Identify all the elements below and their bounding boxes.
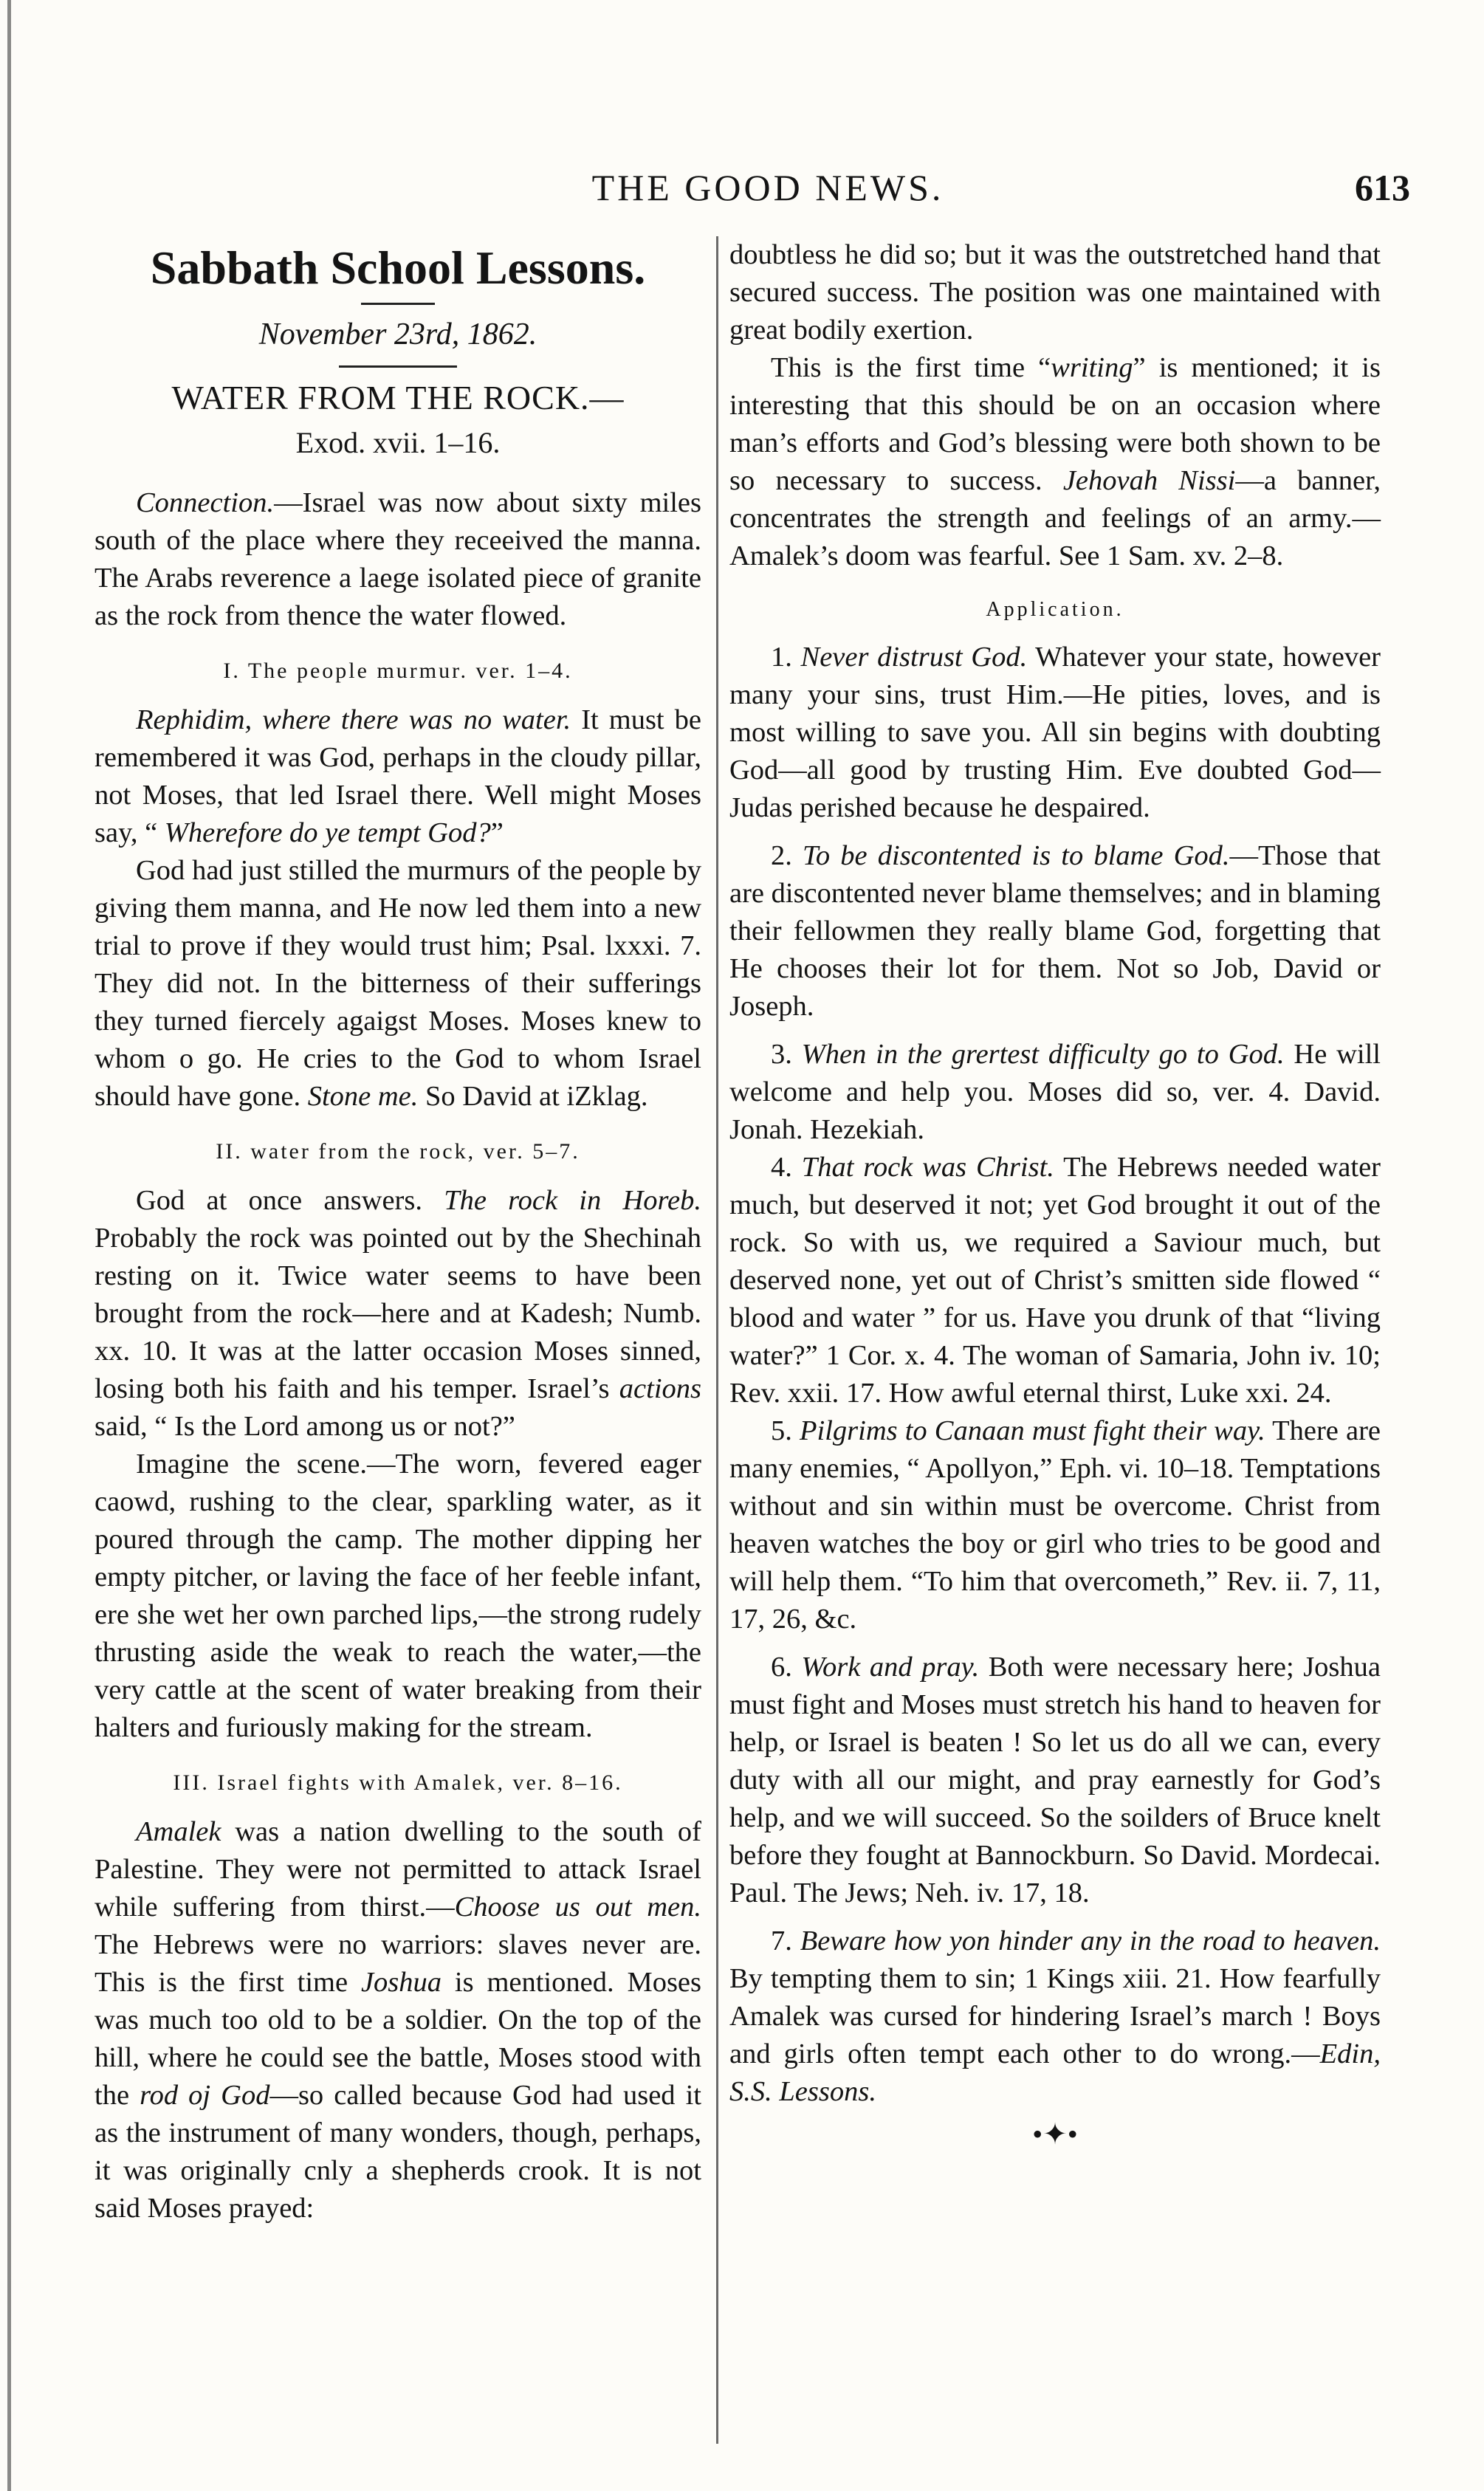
continuation-paragraph-1: doubtless he did so; but it was the outstretched hand that secured success. The position was one maintained with great bodily exertion. [729,239,1381,346]
section2-paragraph-2: Imagine the scene.—The worn, fevered eager caowd, rushing to the clear, sparkling water, as it poured through the camp. The mother dipping her empty pitcher, or laving the face of her feeble infant, ere she wet her own parched lips,—the strong rudely thrusting aside the weak to reach the water,—the very cattle at the scent of water breaking from their halters and furiously making for the stream. [95,1449,701,1743]
lesson-subject: WATER FROM THE ROCK.— [171,379,625,416]
connection-paragraph: Connection.—Israel was now about sixty miles south of the place where they receeived the manna. The Arabs reverence a laege isolated piece of granite as the rock from thence the water flowed. [95,487,701,631]
section1-paragraph-1: Rephidim, where there was no water. It must be remembered it was God, perhaps in the cloudy pillar, not Moses, that led Israel there. Well might Moses say, “ Wherefore do ye tempt God?” [95,704,701,848]
section-heading-2: II. water from the rock, ver. 5–7. [216,1139,580,1164]
application-item: 1. Never distrust God. Whatever your state, however many your sins, trust Him.—He pities, loves, and is most willing to save you. All sin begins with doubting God—all good by trusting Him. Eve doubted God—Judas perished because he despaired. [729,642,1381,823]
binding-edge [7,0,11,2491]
section-heading-3: III. Israel fights with Amalek, ver. 8–16. [173,1770,623,1795]
lesson-date: November 23rd, 1862. [258,317,537,351]
section1-paragraph-2: God had just stilled the murmurs of the people by giving them manna, and He now led them into a new trial to prove if they would trust him; Psal. lxxxi. 7. They did not. In the bitterness of their sufferings they turned fiercely agaigst Moses. Moses knew to whom o go. He cries to the God to whom Israel should have gone. Stone me. So David at iZklag. [95,855,701,1112]
end-ornament: •✦• [1032,2117,1078,2151]
application-item: 7. Beware how yon hinder any in the road to heaven. By tempting them to sin; 1 Kings xiii. 21. How fearfully Amalek was cursed for hindering Israel’s march ! Boys and girls often tempt each other to do wrong.—Edin, S.S. Lessons. [729,1925,1381,2107]
spacer [729,1912,1381,1923]
spacer [729,1025,1381,1036]
lesson-title: Sabbath School Lessons. [150,241,646,294]
application-item: 4. That rock was Christ. The Hebrews needed water much, but deserved it not; yet God brought it out of the rock. So with us, we required a Saviour much, but deserved none, yet out of Christ’s smitten side flowed “ blood and water ” for us. Have you drunk of that “living water?” 1 Cor. x. 4. The woman of Samaria, John iv. 10; Rev. xxii. 17. How awful eternal thirst, Luke xxi. 24. [729,1152,1381,1409]
application-item: 3. When in the grertest difficulty go to God. He will welcome and help you. Moses did so, ver. 4. David. Jonah. Hezekiah. [729,1039,1381,1145]
section-heading-1: I. The people murmur. ver. 1–4. [223,659,573,683]
application-item: 6. Work and pray. Both were necessary here; Joshua must fight and Moses must stretch his hand to heaven for help, or Israel is beaten ! So let us do all we can, every duty with all our might, and pray earnestly for God’s help, and we will succeed. So the soilders of Bruce knelt before they fought at Bannockburn. So David. Mordecai. Paul. The Jews; Neh. iv. 17, 18. [729,1652,1381,1908]
application-heading: Application. [986,598,1124,621]
scripture-reference: Exod. xvii. 1–16. [295,426,501,459]
left-column [95,236,701,2451]
date-rule [339,365,457,368]
spacer [729,827,1381,837]
spacer [729,1638,1381,1649]
continuation-paragraph-2: This is the first time “writing” is mentioned; it is interesting that this should be on an occasion where man’s efforts and God’s blessing were both shown to be so necessary to success. Jehovah Nissi—a banner, concentrates the strength and feelings of an army.—Amalek’s doom was fearful. See 1 Sam. xv. 2–8. [729,352,1381,571]
column-divider [716,236,718,2444]
section2-paragraph-1: God at once answers. The rock in Horeb. Probably the rock was pointed out by the Shechinah resting on it. Twice water seems to have been brought from the rock—here and at Kadesh; Numb. xx. 10. It was at the latter occasion Moses sinned, losing both his faith and his temper. Israel’s actions said, “ Is the Lord among us or not?” [95,1185,702,1442]
section3-paragraph-1: Amalek was a nation dwelling to the south of Palestine. They were not permitted to attack Israel while suffering from thirst.—Choose us out men. The Hebrews were no warriors: slaves never are. This is the first time Joshua is mentioned. Moses was much too old to be a soldier. On the top of the hill, where he could see the battle, Moses stood with the rod oj God—so called because God had used it as the instrument of many wonders, though, perhaps, it was originally cnly a shepherds crook. It is not said Moses prayed: [95,1816,701,2224]
right-column [729,236,1381,2451]
title-rule [361,303,435,305]
page-header [111,166,1410,218]
publication-title: THE GOOD NEWS. [591,167,944,208]
application-item: 2. To be discontented is to blame God.—Those that are discontented never blame themselves; and in blaming their fellowmen they really blame God, forgetting that He chooses their lot for them. Not so Job, David or Joseph. [729,840,1381,1022]
application-item: 5. Pilgrims to Canaan must fight their way. There are many enemies, “ Apollyon,” Eph. vi. 10–18. Temptations without and sin within must be overcome. Christ from heaven watches the boy or girl who tries to be good and will help them. “To him that overcometh,” Rev. ii. 7, 11, 17, 26, &c. [729,1415,1381,1635]
page-number: 613 [1355,167,1410,208]
